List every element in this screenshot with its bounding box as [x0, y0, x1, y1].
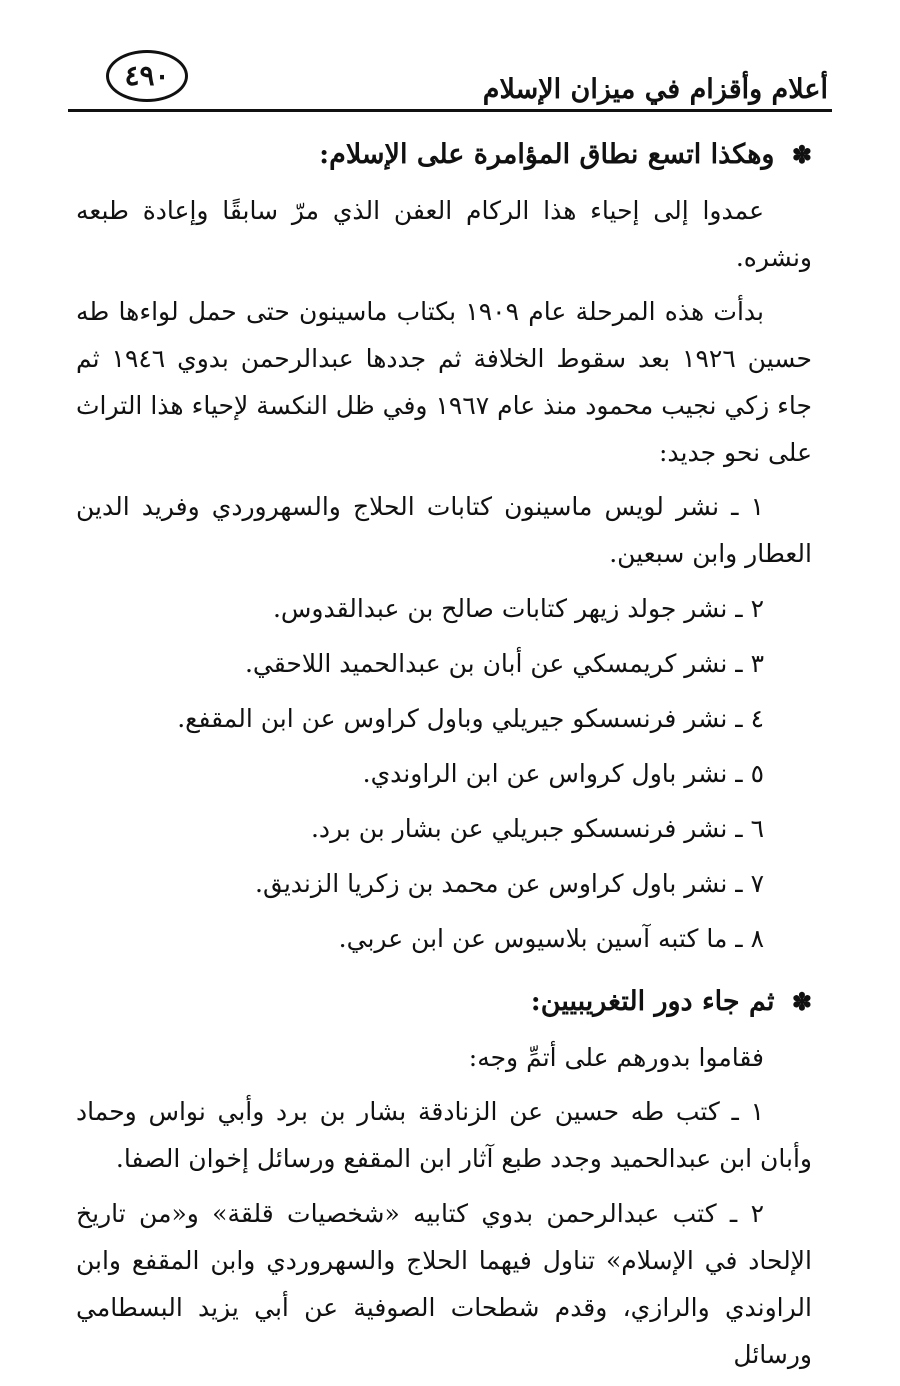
- list-item: ٤ ـ نشر فرنسسكو جيريلي وباول كراوس عن ابن المقفع.: [177, 704, 764, 733]
- section-title-conspiracy: [76, 131, 812, 179]
- list-item: ٧ ـ نشر باول كراوس عن محمد بن زكريا الزنديق.: [255, 869, 764, 898]
- list-item: ٦ ـ نشر فرنسسكو جبريلي عن بشار بن برد.: [310, 814, 764, 843]
- list-item: ٢ ـ كتب عبدالرحمن بدوي كتابيه «شخصيات قلقة» و«من تاريخ الإلحاد في الإسلام» تناول فيهما الحلاج والسهروردي وابن المقفع وابن الراوندي والرازي، وقدم شطحات الصوفية عن أبي يزيد البسطامي ورسائل: [76, 1199, 812, 1369]
- asterisk-flower-icon: ✽: [791, 140, 812, 169]
- page-content: [76, 120, 812, 1386]
- page-number: ٤٩٠: [106, 50, 188, 102]
- page-header: [68, 40, 832, 112]
- section-title-text: وهكذا اتسع نطاق المؤامرة على الإسلام:: [319, 139, 775, 170]
- asterisk-flower-icon: ✽: [791, 987, 812, 1016]
- list-item: ٥ ـ نشر باول كرواس عن ابن الراوندي.: [362, 759, 764, 788]
- list-item: ١ ـ نشر لويس ماسينون كتابات الحلاج والسهروردي وفريد الدين العطار وابن سبعين.: [76, 492, 812, 568]
- header-rule: [68, 109, 832, 112]
- publication-list: [76, 585, 812, 962]
- paragraph-history: بدأت هذه المرحلة عام ١٩٠٩ بكتاب ماسينون حتى حمل لواءها طه حسين ١٩٢٦ بعد سقوط الخلافة ثم جددها عبدالرحمن بدوي ١٩٤٦ ثم جاء زكي نجيب محمود منذ عام ١٩٦٧ وفي ظل النكسة لإحياء هذا التراث على نحو جديد:: [76, 297, 812, 467]
- list-item: ٨ ـ ما كتبه آسين بلاسيوس عن ابن عربي.: [338, 924, 764, 953]
- section-title-westernizers: [76, 978, 812, 1026]
- list-item: ١ ـ كتب طه حسين عن الزنادقة بشار بن برد وأبي نواس وحماد وأبان ابن عبدالحميد وجدد طبع آثار ابن المقفع ورسائل إخوان الصفا.: [76, 1097, 812, 1173]
- running-title: أعلام وأقزام في ميزان الإسلام: [482, 74, 828, 105]
- paragraph-intro: فقاموا بدورهم على أتمِّ وجه:: [468, 1043, 764, 1072]
- section-title-text: ثم جاء دور التغريبيين:: [530, 986, 775, 1017]
- list-item: ٢ ـ نشر جولد زيهر كتابات صالح بن عبدالقدوس.: [272, 594, 764, 623]
- paragraph-revival: عمدوا إلى إحياء هذا الركام العفن الذي مرّ سابقًا وإعادة طبعه ونشره.: [76, 196, 812, 272]
- list-item: ٣ ـ نشر كريمسكي عن أبان بن عبدالحميد اللاحقي.: [244, 649, 764, 678]
